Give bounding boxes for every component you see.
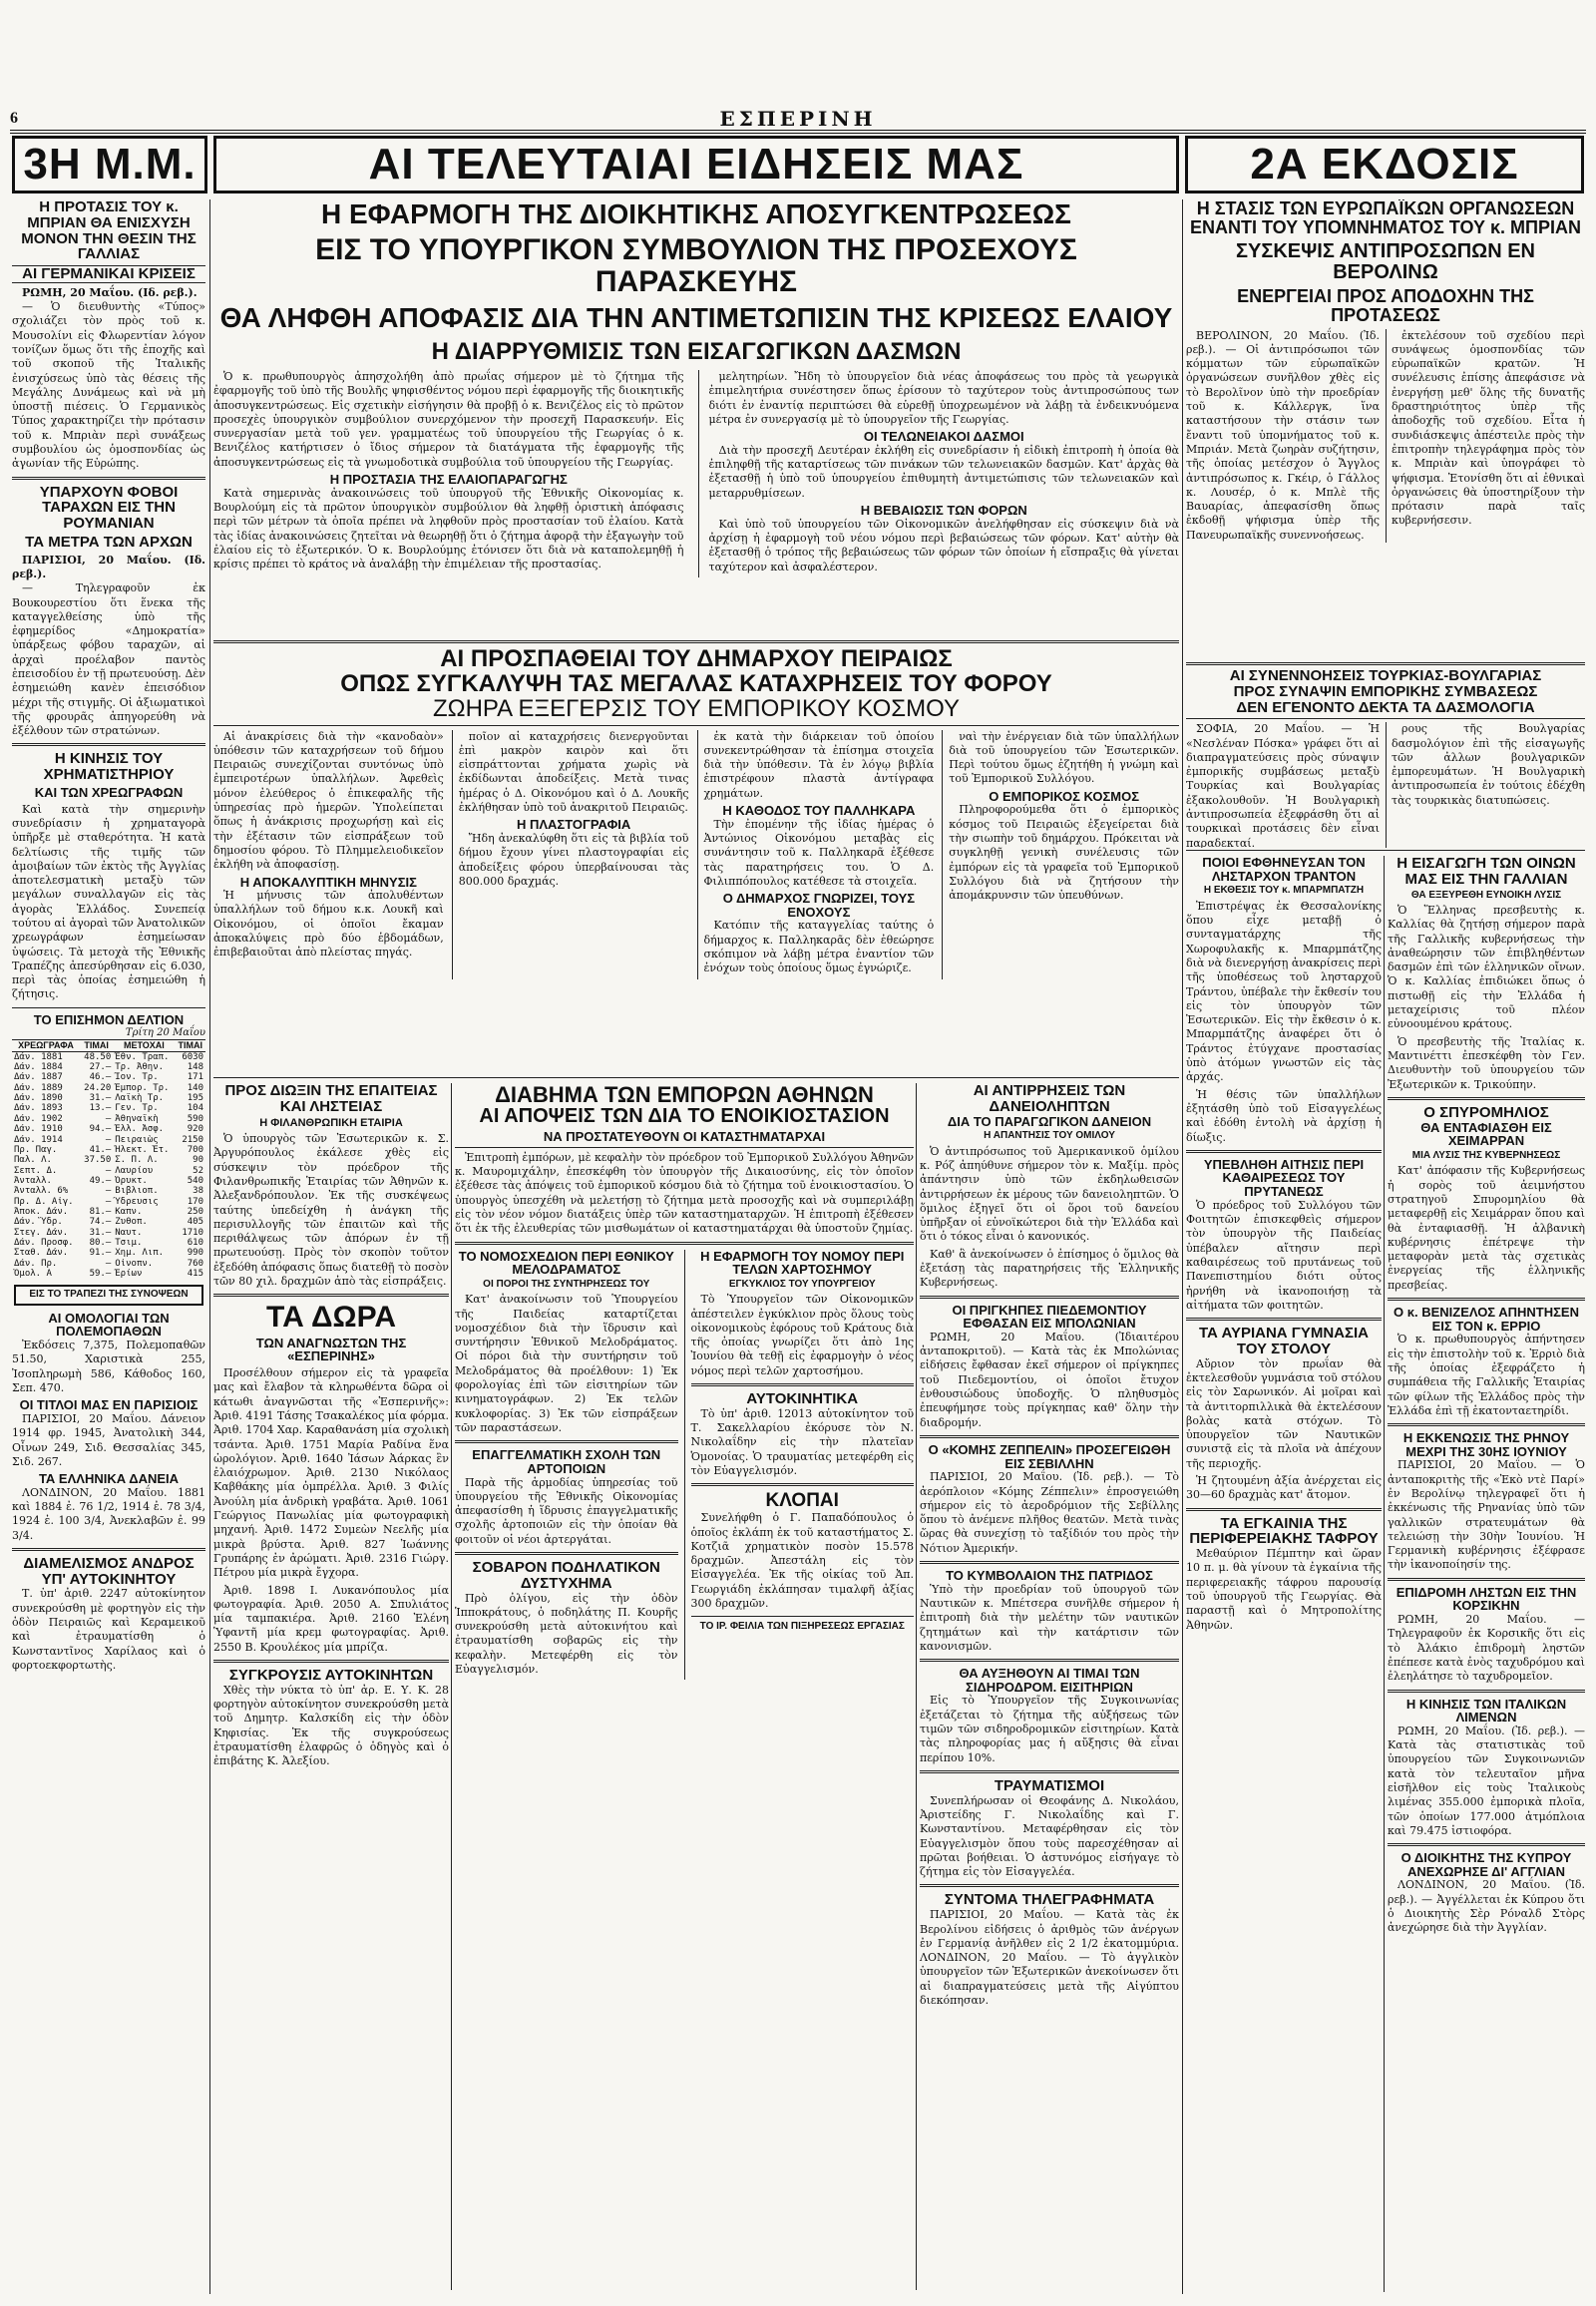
- article-body: Καθ' ἃ ἀνεκοίνωσεν ὁ ἐπίσημος ὁ ὅμιλος θὰ ἐξετάσῃ τὰς παρατηρήσεις τῆς Ἑλληνικῆς Κυβερνήσεως.: [920, 1247, 1179, 1290]
- headline-bakers-school: ΕΠΑΓΓΕΛΜΑΤΙΚΗ ΣΧΟΛΗ ΤΩΝ ΑΡΤΟΠΟΙΩΝ: [472, 1447, 661, 1476]
- table-cell: Ἀποκ. Δάν.: [14, 1206, 69, 1217]
- table-cell: Σεπτ. Δ.: [14, 1165, 58, 1176]
- table-cell: Δάν. 1890: [14, 1093, 63, 1104]
- table-cell: 52: [193, 1165, 203, 1176]
- article-body: Ἐπιτροπὴ ἐμπόρων, μὲ κεφαλὴν τὸν πρόεδρον τοῦ Ἐμπορικοῦ Συλλόγου Ἀθηνῶν κ. Μαυρομιχάλην, ἐπεσκέφθη τὸν ὑπουργὸν τῆς Δικαιοσύνης, εἰς τὸν ὁποῖον ἐξέθεσε τὰς ἀπόψεις τοῦ ἐμπορικοῦ κόσμου διὰ τὸ ζήτημα τοῦ ἐνοικιοστασίου. Ὁ ὑπουργὸς ὑπεσχέθη νὰ μελετήσῃ τὸ ζήτημα μετὰ προσοχῆς καὶ νὰ συμπεριλάβῃ εἰς τὸν νέον νόμον διατάξεις ὑπὲρ τῶν καταστηματαρχῶν. Ἡ ἐπιτροπὴ ἐξέθεσεν ὅτι ἐκ τῆς ἐλευθερίας τῶν μισθωμάτων οἱ καταστηματάρχαι θὰ ὑποστοῦν ζημίας.: [455, 1150, 914, 1236]
- table-row: [12, 1269, 205, 1279]
- table-cell: Σταθ. Δάν.: [14, 1248, 69, 1259]
- article-body: Καὶ ὑπὸ τοῦ ὑπουργείου τῶν Οἰκονομικῶν ἀνελήφθησαν εἰς σύσκεψιν διὰ νὰ ἀρχίσῃ ἡ ἐφαρμογὴ τοῦ νέου νόμου περὶ βεβαιώσεως τῶν φόρων. Κατ' αὐτὴν θὰ ἐξετασθῇ ὁ τρόπος τῆς βεβαιώσεως τῶν φόρων τῶν ὁποίων ἡ εἴσπραξις θὰ γίνεται ταχύτερον καὶ ἀσφαλέστερον.: [708, 517, 1179, 574]
- article-body: Προσέλθουν σήμερον εἰς τὰ γραφεῖα μας καὶ ἔλαβον τὰ κληρωθέντα δῶρα οἱ κάτωθι ἀναγνῶσται τῆς «Ἑσπερινῆς»: Ἀριθ. 4191 Τάσης Τσακαλέκος μία φόρμα. Ἀριθ. 1704 Χαρ. Καραθανάση μία σχολικὴ τσάντα. Ἀριθ. 1751 Μαρία Ραδίνα ἕνα ὡρολόγιον. Ἀριθ. 1640 Ἰάσων Ἀάρκας ἓν ἐλαιόχρωμον. Ἀριθ. 2130 Νικόλαος Καβθάκης μία ὀμπρέλλα. Ἀριθ. 3 Φιλίς Ἀνούλη μία ἀνδρικὴ γραβάτα. Ἀριθ. 1061 Γεώργιος Πανωλίας μία φωτογραφικὴ μηχανή. Ἀριθ. 1472 Συμεὼν Νεελῆς μία μικρὰ βρύστα. Ἀριθ. 827 Ἰωάννης Γρυπάρης ἐν ἀρώματι. Ἀριθ. 2316 Γιώργ. Πέτρου μία μικρὰ ἔγχορα.: [213, 1366, 449, 1580]
- piraeus-col-3: [697, 730, 935, 979]
- table-row: [12, 1259, 205, 1269]
- table-cell: Ἐμπορ. Τρ.: [115, 1082, 170, 1093]
- table-cell: 31.–: [89, 1227, 112, 1238]
- table-cell: Οἰνοπν.: [115, 1258, 154, 1269]
- article-body: ἐκτελέσουν τοῦ σχεδίου περὶ συνάψεως ὁμοσπονδίας τῶν εὐρωπαϊκῶν κρατῶν. Ἡ συνέλευσις ἐπίσης ἀπεφάσισε νὰ ἐνεργήσῃ μεθ' ὅλης τῆς δυνατῆς δραστηριότητος ὑπὲρ τῆς ἀποδοχῆς τοῦ σχεδίου. Εἶτα ἡ συνδιάσκεψις ἀπέστειλε πρὸς τὴν ἐπιτροπὴν τηλεγράφημα πρὸς τὸν κ. Μπριὰν καὶ ὑπογράφει τὸ ψήφισμα. Ἐτονίσθη ὅτι αἱ ἐθνικαὶ ὀργανώσεις θὰ ὑποστηρίξουν τὴν πρότασιν παρὰ ταῖς κυβερνήσεσιν.: [1386, 329, 1585, 543]
- subhead-german-crises: ΑΙ ΓΕΡΜΑΝΙΚΑΙ ΚΡΙΣΕΙΣ: [12, 265, 205, 283]
- article-body: Πρὸ ὀλίγου, εἰς τὴν ὁδὸν Ἱπποκράτους, ὁ ποδηλάτης Π. Κουρῆς συνεκρούσθη μετὰ αὐτοκινήτου καὶ ἐτραυματίσθη σοβαρῶς εἰς τὴν κεφαλὴν. Μετεφέρθη εἰς τὸν Εὐαγγελισμόν.: [455, 1591, 678, 1677]
- table-cell: —: [105, 1258, 112, 1269]
- article-body: — Ὁ διευθυντὴς «Τύπος» σχολιάζει τὸν πρὸς τοῦ κ. Μουσολίνι εἰς Φλωρεντίαν λόγον τονίζων ὅμως ὅτι τῆς ἐποχῆς καὶ τοῦ σκοποῦ τῆς Ἰταλικῆς ἐνισχύσεως ὑπὸ τὰς θέσεις τῆς Μεγάλης Δυνάμεως καὶ νὰ μὴ ὑποστῇ πιέσεις. Ὁ Γερμανικὸς Τύπος χαρακτηρίζει τὴν πρότασιν τοῦ κ. Μπριὰν περὶ συνάξεως συμβουλίου ὡς ὁμοσπονδίας ὡς ἀγωνίαν τῆς Εὐρώπης.: [12, 300, 205, 471]
- dateline: ΡΩΜΗ, 20 Μαΐου. (Ιδ. ρεβ.).: [22, 285, 198, 299]
- table-cell: Δάν. Πρ.: [14, 1258, 58, 1269]
- headline-gifts: ΤΑ ΔΩΡΑ: [265, 1301, 397, 1335]
- table-cell: 80.–: [89, 1237, 112, 1248]
- running-header: [10, 108, 1586, 134]
- table-cell: Ἀνταλλ.: [14, 1175, 52, 1186]
- headline-rhine: Η ΕΚΚΕΝΩΣΙΣ ΤΗΣ ΡΗΝΟΥ ΜΕΧΡΙ ΤΗΣ 30ΗΣ ΙΟΥΝΙΟΥ: [1402, 1430, 1570, 1459]
- headline-chimarra: ΘΑ ΕΝΤΑΦΙΑΣΘΗ ΕΙΣ ΧΕΙΜΑΡΡΑΝ: [1420, 1119, 1552, 1149]
- headline-rail-fares: ΘΑ ΑΥΞΗΘΟΥΝ ΑΙ ΤΙΜΑΙ ΤΩΝ ΣΙΔΗΡΟΔΡΟΜ. ΕΙΣΙΤΗΡΙΩΝ: [959, 1666, 1140, 1695]
- table-row: [12, 1114, 205, 1124]
- table-cell: Πειραιὼς: [115, 1134, 159, 1145]
- table-row: [12, 1248, 205, 1258]
- table-cell: 104: [187, 1103, 203, 1114]
- subhead: Ο ΕΜΠΟΡΙΚΟΣ ΚΟΣΜΟΣ: [989, 788, 1140, 804]
- headline-bicycle-accident: ΣΟΒΑΡΟΝ ΠΟΔΗΛΑΤΙΚΟΝ ΔΥΣΤΥΧΗΜΑ: [472, 1559, 660, 1592]
- article-body: ΣΟΦΙΑ, 20 Μαΐου. — Ἡ «Νεσλέναν Πόσκα» γράφει ὅτι αἱ διαπραγματεύσεις πρὸς σύναψιν ἐμπορικῆς συμβάσεως μεταξὺ Τουρκίας καὶ Βουλγαρίας ἐξακολουθοῦν. Ἡ Βουλγαρικὴ ἀντιπροσωπεία ἐξεφράσθη ὅτι αἱ τουρκικαὶ προτάσεις δὲν εἶναι παραδεκταί.: [1186, 722, 1380, 848]
- table-row: [12, 1093, 205, 1103]
- dateline: ΠΑΡΙΣΙΟΙ, 20 Μαΐου. (Ιδ. ρεβ.).: [12, 553, 205, 580]
- table-row: [12, 1238, 205, 1248]
- table-row: [12, 1083, 205, 1093]
- table-cell: Ὕδρευσις: [115, 1196, 159, 1207]
- piraeus-story: [213, 646, 1179, 1075]
- table-row: [12, 1197, 205, 1207]
- headline-zeppelin: Ο «ΚΟΜΗΣ ΖΕΠΠΕΛΙΝ» ΠΡΟΣΕΓΕΙΩΘΗ ΕΙΣ ΣΕΒΙΛΛΗΝ: [928, 1441, 1171, 1471]
- headline-merchants: ΔΙΑΒΗΜΑ ΤΩΝ ΕΜΠΟΡΩΝ ΑΘΗΝΩΝ: [495, 1083, 874, 1107]
- lead-headline-2: ΕΙΣ ΤΟ ΥΠΟΥΡΓΙΚΟΝ ΣΥΜΒΟΥΛΙΟΝ ΤΗΣ ΠΡΟΣΕΧΟΥΣ ΠΑΡΑΣΚΕΥΗΣ: [315, 233, 1077, 298]
- article-body: Μεθαύριον Πέμπτην καὶ ὥραν 10 π. μ. θὰ γίνουν τὰ ἐγκαίνια τῆς περιφερειακῆς τάφρου παρουσίᾳ τοῦ ὑπουργοῦ τῆς Γεωργίας. Θὰ παραστῇ καὶ ὁ Μητροπολίτης Ἀθηνῶν.: [1186, 1547, 1382, 1632]
- table-cell: Τρ. Ἀθην.: [115, 1062, 165, 1073]
- table-cell: 2150: [182, 1134, 203, 1145]
- table-cell: Ὀρυκτ.: [115, 1175, 148, 1186]
- article-body: Ἡ μήνυσις τῶν ἀπολυθέντων ὑπαλλήλων τοῦ δήμου κ.κ. Λουκῆ καὶ Οἰκονόμου, οἱ ὁποῖοι ἔκαμαν ἀποκαλύψεις πρὸ δύο ἑβδομάδων, ἐπιβεβαιοῦται ἀπὸ πλείστας πηγάς.: [213, 889, 444, 960]
- headline-car-accident: ΔΙΑΜΕΛΙΣΜΟΣ ΑΝΔΡΟΣ ΥΠ' ΑΥΤΟΚΙΝΗΤΟΥ: [23, 1554, 195, 1588]
- table-cell: Δάν. 1910: [14, 1124, 63, 1135]
- table-cell: 700: [187, 1144, 203, 1155]
- headline-telegrams: ΣΥΝΤΟΜΑ ΤΗΛΕΓΡΑΦΗΜΑΤΑ: [944, 1891, 1155, 1909]
- table-cell: 74.–: [89, 1217, 112, 1228]
- subhead-taxes: Η ΒΕΒΑΙΩΣΙΣ ΤΩΝ ΦΟΡΩΝ: [860, 502, 1027, 518]
- headline-venizelos: Ο κ. ΒΕΝΙΖΕΛΟΣ ΑΠΗΝΤΗΣΕΝ ΕΙΣ ΤΟΝ κ. ΕΡΡΙΟ: [1394, 1305, 1579, 1334]
- table-cell: 38: [193, 1186, 203, 1197]
- article-body: Ἀριθ. 1898 Ι. Λυκανόπουλος μία φωτογραφία. Ἀριθ. 2050 Α. Σπυλιάτος μία ταμπακιέρα. Ἀριθ. 2160 Ἐλένη Ὑφαντῆ μία κρεμ φωτογραφίας. Ἀριθ. 2550 Β. Κρουλέκος μία μπρίζα.: [213, 1583, 449, 1654]
- masthead-right: 2Α ΕΚΔΟΣΙΣ: [1185, 136, 1584, 193]
- table-cell: 990: [187, 1248, 203, 1259]
- article-body: Τὸ ὑπ' ἀριθ. 12013 αὐτοκίνητον τοῦ Τ. Σακελλαρίου ἐκόρυσε τὸν Ν. Νικολαΐδην εἰς τὴν πλατεῖαν Ὁμονοίας. Ὁ τραυματίας μετεφέρθη εἰς τὸν Εὐαγγελισμόν.: [690, 1406, 914, 1478]
- table-row: [12, 1207, 205, 1217]
- table-cell: Βιβλιοπ.: [115, 1186, 159, 1197]
- article-body: Ὁ κ. πρωθυπουργὸς ἀπήντησεν εἰς τὴν ἐπιστολὴν τοῦ κ. Ἐρριὸ διὰ τῆς ὁποίας ἐξεφράζετο ἡ συμπάθεια τῆς Γαλλικῆς Ἑταιρίας τῶν φίλων τῆς Ἑλλάδος πρὸς τὴν Ἑλλάδα ἐπὶ τῇ ἑκατονταετηρίδι.: [1388, 1333, 1585, 1417]
- headline-proposal: ΕΝΕΡΓΕΙΑΙ ΠΡΟΣ ΑΠΟΔΟΧΗΝ ΤΗΣ ΠΡΟΤΑΣΕΩΣ: [1237, 285, 1534, 325]
- table-cell: Παλ. Λ.: [14, 1155, 52, 1166]
- article-body: Συνεπλήρωσαν οἱ Θεοφάνης Δ. Νικολάου, Ἀριστείδης Γ. Νικολαΐδης καὶ Γ. Κωνσταντίνου. Μεταφέρθησαν εἰς τὸν Εὐαγγελισμὸν ὅπου τοὺς παρεσχέθησαν αἱ πρῶται βοήθειαι. Ὁ ἀστυνόμος εἰσήγαγε τὸ ζήτημα εἰς τὸν Εἰσαγγελέα.: [920, 1793, 1179, 1879]
- table-cell: Πρ. Δ. Αἰγ.: [14, 1196, 74, 1207]
- article-body: Εἰς τὸ Ὑπουργεῖον τῆς Συγκοινωνίας ἐξετάζεται τὸ ζήτημα τῆς αὐξήσεως τῶν τιμῶν τῶν σιδηροδρομικῶν εἰσιτηρίων. Κατὰ τὰς πληροφορίας μας ἡ αὔξησις θὰ εἶναι περίπου 10%.: [920, 1694, 1179, 1764]
- article-body: Αἱ ἀνακρίσεις διὰ τὴν «κανοδαὸν» ὑπόθεσιν τῶν καταχρήσεων τοῦ δήμου Πειραιῶς συνεχίζονται συντόνως ὑπὸ ἐμπειροτέρων ὑπαλλήλων. Ἀφεθεὶς μόνον ἐλεύθερος ὁ ἐπικεφαλῆς τῆς ὑπηρεσίας πρὸ ἡμερῶν. Ὑπολείπεται ὅπως ἡ ἀνάκρισις προχωρήσῃ καὶ εἰς τὴν ἐξέτασιν τῶν εἰσπράξεων τοῦ δημοσίου φόρου. Τὸ Πλημμελειοδικεῖον ἐκλήθη νὰ ἀποφασίσῃ.: [213, 729, 444, 872]
- turkey-story: [1186, 668, 1585, 848]
- article-body: Ὁ κ. πρωθυπουργὸς ἀπησχολήθη ἀπὸ πρωΐας σήμερον μὲ τὸ ζήτημα τῆς ἐφαρμογῆς τοῦ ὑπὸ τῆς Βουλῆς ψηφισθέντος νόμου περὶ ἐφαρμογῆς τῆς διοικητικῆς ἀποσυγκεντρώσεως. Εἰς σχετικὴν εἰσήγησιν θὰ προβῇ ὁ κ. Βενιζέλος εἰς τὸ πρῶτον προσεχὲς ὑπουργικὸν συμβούλιον συνερχόμενον τὴν προσεχῆ Παρασκευήν. Εἰς συνεργασίαν μετὰ τοῦ γεν. γραμματέως τοῦ ὑπουργείου τῆς Γεωργίας ὁ κ. Βενιζέλος κατήρτισεν ὁ ἴδιος σήμερον τὰ διατάγματα τῆς ἐφαρμογῆς τῆς ἀποσυγκεντρώσεως εἰς τὰ γνωμοδοτικὰ συμβούλια τοῦ ὑπουργείου τῆς Γεωργίας.: [213, 369, 684, 469]
- table-cell: Ἐρίων: [115, 1268, 143, 1279]
- table-row: [12, 1135, 205, 1145]
- article-body: Τ. ὑπ' ἀριθ. 2247 αὐτοκίνητον συνεκρούσθη μὲ φορτηγὸν εἰς τὴν ὁδὸν Πειραιῶς καὶ Κεραμεικοῦ καὶ ἐτραυματίσθη ὁ Κωνσταντῖνος Χαρίλαος καὶ ὁ φορτοεκφορτωτὴς.: [12, 1587, 205, 1672]
- table-cell: —: [105, 1113, 112, 1124]
- table-cell: 31.–: [89, 1093, 112, 1104]
- article-body: ΛΟΝΔΙΝΟΝ, 20 Μαΐου. 1881 καὶ 1884 ἐ. 76 1/2, 1914 ἐ. 78 3/4, 1924 ἐ. 100 3/4, Ἀνεκλαβῶν ἐ. 99 3/4.: [12, 1485, 205, 1542]
- article-body: Κατόπιν τῆς καταγγελίας ταύτης ὁ δήμαρχος κ. Παλληκαρᾶς δὲν ἐθεώρησε σκόπιμον νὰ λάβῃ μέτρα ἐναντίον τῶν ἐνόχων τοὺς ὁποίους ὅμως ἐγνώριζε.: [703, 919, 935, 975]
- table-cell: 250: [187, 1206, 203, 1217]
- subhead: Η ΠΛΑΣΤΟΓΡΑΦΙΑ: [516, 817, 631, 833]
- piraeus-headline: ΑΙ ΠΡΟΣΠΑΘΕΙΑΙ ΤΟΥ ΔΗΜΑΡΧΟΥ ΠΕΙΡΑΙΩΣ: [440, 646, 953, 672]
- table-row: [12, 1166, 205, 1176]
- headline-injuries: ΤΡΑΥΜΑΤΙΣΜΟΙ: [994, 1776, 1105, 1794]
- table-cell: —: [105, 1186, 112, 1197]
- article-body: Ὁ ὑπουργὸς τῶν Ἐσωτερικῶν κ. Σ. Ἀργυρόπουλος ἐκάλεσε χθὲς εἰς σύσκεψιν τὸν πρόεδρον τῆς Φιλανθρωπικῆς Ἑταιρίας τῶν Ἀθηνῶν κ. Ἀλεξανδρόπουλον. Ἐκ τῆς συσκέψεως ταύτης ὑπεδείχθη ἡ ἀνάγκη τῆς περισυλλογῆς τῶν ἐπαιτῶν καὶ τῆς περιθάλψεως τῶν ἀπόρων ἐν τῇ πρωτευούσῃ. Πρὸς τὸν σκοπὸν τοῦτον ἐξεδόθη ἀπόφασις ὅπως διατεθῇ τὸ ποσὸν τῶν 80 χιλ. δραχμῶν ἀπὸ τὰς εἰσπράξεις.: [213, 1132, 449, 1289]
- center-lead: [213, 199, 1179, 638]
- subhead: ΜΙΑ ΛΥΣΙΣ ΤΗΣ ΚΥΒΕΡΝΗΣΕΩΣ: [1411, 1149, 1561, 1161]
- headline-european-orgs: Η ΣΤΑΣΙΣ ΤΩΝ ΕΥΡΩΠΑΪΚΩΝ ΟΡΓΑΝΩΣΕΩΝ ΕΝΑΝΤΙ ΤΟΥ ΥΠΟΜΝΗΜΑΤΟΣ ΤΟΥ κ. ΜΠΡΙΑΝ: [1189, 199, 1582, 237]
- article-body: — Τηλεγραφοῦν ἐκ Βουκουρεστίου ὅτι ἕνεκα τῆς καταγγελθείσης ὑπὸ τῆς ἐφημερίδος «Δημοκρατία» ὑπάρξεως φόβου ταραχῶν, αἱ ἀρχαὶ προέλαβον παντὸς ἐπεισοδίου ἐν τῇ πρωτευούσῃ. Δὲν ἐσημειώθη κανὲν ἐπεισόδιον μέχρι τῆς στιγμῆς. Οἱ ἀξιωματικοὶ τῆς φρουρᾶς ἀπηγορεύθη νὰ ἐξέλθουν τῶν στρατώνων.: [12, 581, 205, 738]
- table-row: [12, 1155, 205, 1165]
- table-cell: 405: [187, 1217, 203, 1228]
- left-column: [12, 199, 205, 2294]
- headline-trantos: ΠΟΙΟΙ ΕΦΘΗΝΕΥΣΑΝ ΤΟΝ ΛΗΣΤΑΡΧΟΝ ΤΡΑΝΤΟΝ: [1202, 856, 1366, 884]
- headline-turkey-bulgaria: ΑΙ ΣΥΝΕΝΝΟΗΣΕΙΣ ΤΟΥΡΚΙΑΣ-ΒΟΥΛΓΑΡΙΑΣ: [1229, 668, 1542, 684]
- table-cell: 171: [187, 1072, 203, 1083]
- page-number: 6: [10, 110, 18, 127]
- article-body: Τὸ Ὑπουργεῖον τῶν Οἰκονομικῶν ἀπέστειλεν ἐγκύκλιον πρὸς ὅλους τοὺς οἰκονομικοὺς ἐφόρους τοῦ Κράτους διὰ τῆς ὁποίας γνωρίζει ὅτι ἀπὸ 1ης Ἰουνίου θὰ τεθῇ εἰς ἐφαρμογὴν ὁ νέος νόμος περὶ τελῶν χαρτοσήμου.: [690, 1293, 914, 1377]
- article-body: Ἐκδόσεις 7,375, Πολεμοπαθῶν 51.50, Χαριστικὰ 255, Ἰσοπληρωμὴ 586, Κάθοδος 160, Σεπ. 470.: [12, 1339, 205, 1394]
- lead-left-text: [213, 370, 684, 577]
- table-cell: 24.20: [84, 1082, 112, 1093]
- table-cell: Ἀνταλλ. 6%: [14, 1186, 69, 1197]
- article-body: ποῖον αἱ καταχρήσεις διενεργοῦνται ἐπὶ μακρὸν καιρὸν καὶ ὅτι εἰσπράττονται χρήματα χωρὶς νὰ ἐκδίδωνται ἀποδείξεις. Μετὰ τινας ἡμέρας ὁ Δ. Οἰκονόμου καὶ ὁ Δ. Λουκῆς ἐκλήθησαν ὑπὸ τοῦ ἀνακριτοῦ Πειραιῶς.: [458, 729, 689, 815]
- table-cell: Χημ. Λιπ.: [115, 1248, 165, 1259]
- headline-italian-ports: Η ΚΙΝΗΣΙΣ ΤΩΝ ΙΤΑΛΙΚΩΝ ΛΙΜΕΝΩΝ: [1405, 1696, 1567, 1726]
- table-cell: 41.–: [89, 1144, 112, 1155]
- article-body: Κατὰ σημερινὰς ἀνακοινώσεις τοῦ ὑπουργοῦ τῆς Ἐθνικῆς Οἰκονομίας κ. Βουρλούμη εἰς τὰ πρῶτον ὑπουργικὸν συμβούλιον θὰ ληφθῇ ὁριστικὴ ἀπόφασις περὶ τῶν μέτρων τὰ ὁποῖα πρέπει νὰ ληφθοῦν πρὸς προστασίαν τοῦ ἐλαίου. Κατὰ τὰς ἰδίας ἀνακοινώσεις ζητεῖται νὰ θεωρηθῇ ὅτι ὁ ζήτημα ἀφορᾷ τὴν ἐξαγωγὴν τοῦ ἐλαίου εἰς τὸ ἐξωτερικόν. Ὁ κ. Βουρλούμης ἐτόνισεν ὅτι διὰ νὰ καταπολεμηθῇ ἡ κρίσις πρέπει τὸ κράτος νὰ ἀναλάβῃ τὴν ἐπιμέλειαν τῆς προστασίας.: [213, 486, 684, 572]
- article-body: ναὶ τὴν ἐνέργειαν διὰ τῶν ὑπαλλήλων διὰ τοῦ ὑπουργείου τῶν Ἐσωτερικῶν. Περὶ τούτου ὅμως ἐζητήθη ἡ γνώμη καὶ τοῦ Ἐμπορικοῦ Συλλόγου.: [949, 729, 1179, 786]
- table-header-cell: ΤΙΜΑΙ: [84, 1040, 109, 1051]
- piraeus-col-1: [213, 730, 444, 979]
- subhead: ΝΑ ΠΡΟΣΤΑΤΕΥΘΟΥΝ ΟΙ ΚΑΤΑΣΤΗΜΑΤΑΡΧΑΙ: [455, 1130, 914, 1148]
- table-cell: 6030: [182, 1051, 203, 1062]
- headline-greek-loans: ΤΑ ΕΛΛΗΝΙΚΑ ΔΑΝΕΙΑ: [38, 1471, 180, 1487]
- article-body: ΠΑΡΙΣΙΟΙ, 20 Μαΐου. — Ὁ ἀνταποκριτὴς τῆς «Ἐκὸ ντὲ Παρί» ἐν Βερολίνῳ τηλεγραφεῖ ὅτι ἡ ἐκκένωσις τῆς Ρηνανίας ὑπὸ τῶν γαλλικῶν στρατευμάτων θὰ τελειώσῃ τὴν 30ὴν Ἰουνίου. Ἡ Γερμανικὴ κυβέρνησις ἐξέφρασε τὴν ἱκανοποίησίν της.: [1388, 1458, 1585, 1572]
- headline-borrowers: ΑΙ ΑΝΤΙΡΡΗΣΕΙΣ ΤΩΝ ΔΑΝΕΙΟΛΗΠΤΩΝ: [973, 1083, 1126, 1115]
- subhead-bonds: ΚΑΙ ΤΩΝ ΧΡΕΩΓΡΑΦΩΝ: [34, 784, 184, 800]
- table-date: Τρίτη 20 Μαΐου: [125, 1027, 205, 1039]
- headline-productive-loan: ΔΙΑ ΤΟ ΠΑΡΑΓΩΓΙΚΟΝ ΔΑΝΕΙΟΝ: [947, 1113, 1152, 1129]
- table-cell: 90: [193, 1155, 203, 1166]
- article-body: ΠΑΡΙΣΙΟΙ, 20 Μαΐου. Δάνειον 1914 φρ. 1945, Ἀνατολικὴ 344, Οἶνων 249, Σιδ. Θεσσαλίας 345, Σιδ. 267.: [12, 1411, 205, 1468]
- subhead: Η ΦΙΛΑΝΘΡΩΠΙΚΗ ΕΤΑΙΡΙΑ: [259, 1116, 403, 1129]
- masthead-center: ΑΙ ΤΕΛΕΥΤΑΙΑΙ ΕΙΔΗΣΕΙΣ ΜΑΣ: [213, 136, 1179, 193]
- article-body: Ἐπιστρέψας ἐκ Θεσσαλονίκης ὅπου εἶχε μεταβῇ ὁ συνταγματάρχης τῆς Χωροφυλακῆς κ. Μπαρμπάτζης διὰ νὰ διενεργήσῃ ἀνακρίσεις περὶ τῆς ὑποθέσεως τοῦ λησταρχοῦ Τράντου, ὑπέβαλε τὴν ἔκθεσίν του εἰς τὸν ὑπουργὸν τῶν Ἐσωτερικῶν. Εἰς τὴν ἔκθεσιν ὁ κ. Μπαρμπάτζης ἀναφέρει ὅτι ὁ Τράντος ἐτύγχανε προστασίας ὑπὸ ἀτόμων γνωστῶν εἰς τὰς ἀρχάς.: [1186, 899, 1382, 1084]
- table-row: [12, 1103, 205, 1113]
- table-header-cell: ΜΕΤΟΧΑΙ: [123, 1040, 165, 1051]
- stock-table: [12, 1039, 205, 1279]
- article-body: ΠΑΡΙΣΙΟΙ, 20 Μαΐου. — Κατὰ τὰς ἐκ Βερολίνου εἰδήσεις ὁ ἀριθμὸς τῶν ἀνέργων ἐν Γερμανίᾳ ἀνῆλθεν εἰς 2 1/2 ἑκατομμύρια. ΛΟΝΔΙΝΟΝ, 20 Μαΐου. — Τὸ ἀγγλικὸν ὑπουργεῖον τῶν Ἐξωτερικῶν ἀνεκοίνωσεν ὅτι αἱ διαπραγματεύσεις μετὰ τῆς Αἰγύπτου διεκόπησαν.: [920, 1908, 1179, 2007]
- table-title: ΤΟ ΕΠΙΣΗΜΟΝ ΔΕΛΤΙΟΝ: [33, 1011, 185, 1027]
- table-cell: Ὁμολ. Α: [14, 1268, 52, 1279]
- table-cell: 94.–: [89, 1124, 112, 1135]
- table-cell: Γεν. Τρ.: [115, 1103, 159, 1114]
- table-cell: 91.–: [89, 1248, 112, 1259]
- subhead-customs: ΟΙ ΤΕΛΩΝΕΙΑΚΟΙ ΔΑΣΜΟΙ: [863, 429, 1024, 445]
- article-body: Κατ' ἀπόφασιν τῆς Κυβερνήσεως ἡ σορὸς τοῦ ἀειμνήστου στρατηγοῦ Σπυρομηλίου θὰ μεταφερθῇ εἰς Χειμάρραν ὅπου καὶ θὰ ἐνταφιασθῇ. Ἡ ἀλβανικὴ κυβέρνησις ἐπέτρεψε τὴν μεταφορὰν μετὰ τὰς σχετικὰς ἐνεργείας τῆς ἑλληνικῆς πρεσβείας.: [1388, 1164, 1585, 1292]
- table-header-cell: ΧΡΕΩΓΡΑΦΑ: [18, 1040, 74, 1051]
- table-cell: 920: [187, 1124, 203, 1135]
- table-cell: Τσιμ.: [115, 1237, 143, 1248]
- article-body: Ὁ ἀντιπρόσωπος τοῦ Ἀμερικανικοῦ ὁμίλου κ. Ρόζ ἀπηύθυνε σήμερον τὸν κ. Μαξίμ. πρὸς ἀπάντησιν ὑπὸ τῶν ἐκδηλωθεισῶν ἀντιρρήσεων ἐκ μέρους τῶν δανειοληπτῶν. Ὁ ὅμιλος ἐξηγεῖ ὅτι οἱ ὅροι τοῦ δανείου ὑπῆρξαν οἱ εὐνοϊκώτεροι διὰ τὴν Ἑλλάδα καὶ ὅτι ὁ τόκος εἶναι ὁ κανονικός.: [920, 1144, 1179, 1244]
- article-body: Αὔριον τὸν πρωΐαν θὰ ἐκτελεσθοῦν γυμνάσια τοῦ στόλου εἰς τὸν Σαρωνικόν. Αἱ μοῖραι καὶ τὰ ἀντιτορπιλλικὰ θὰ ἐκτελέσουν βολὰς κατὰ στόχων. Τὸ ὑπουργεῖον τῶν Ναυτικῶν συνιστᾷ εἰς τὰ πλοῖα νὰ ἀπέχουν τῆς περιοχῆς.: [1186, 1356, 1382, 1470]
- subhead: Η ΑΠΑΝΤΗΣΙΣ ΤΟΥ ΟΜΙΛΟΥ: [984, 1130, 1115, 1142]
- table-header-row: [12, 1040, 205, 1051]
- subhead: Η ΑΠΟΚΑΛΥΠΤΙΚΗ ΜΗΝΥΣΙΣ: [239, 874, 417, 890]
- table-cell: 148: [187, 1062, 203, 1073]
- headline-stamp-duty: Η ΕΦΑΡΜΟΓΗ ΤΟΥ ΝΟΜΟΥ ΠΕΡΙ ΤΕΛΩΝ ΧΑΡΤΟΣΗΜΟΥ: [700, 1248, 905, 1278]
- article-body: Ἡ ζητουμένη ἀξία ἀνέρχεται εἰς 30—60 δραχμὰς κατ' ἄτομον.: [1186, 1474, 1382, 1502]
- table-cell: 170: [187, 1196, 203, 1207]
- table-cell: 140: [187, 1082, 203, 1093]
- headline-beggars: ΠΡΟΣ ΔΙΩΞΙΝ ΤΗΣ ΕΠΑΙΤΕΙΑΣ ΚΑΙ ΛΗΣΤΕΙΑΣ: [224, 1083, 438, 1115]
- table-cell: Ναυτ.: [115, 1227, 143, 1238]
- lead-subhead: Η ΔΙΑΡΡΥΘΜΙΣΙΣ ΤΩΝ ΕΙΣΑΓΩΓΙΚΩΝ ΔΑΣΜΩΝ: [431, 337, 962, 365]
- table-cell: 610: [187, 1237, 203, 1248]
- table-cell: Δάν. 1893: [14, 1103, 63, 1114]
- table-cell: Σ. Π. Λ.: [115, 1155, 159, 1166]
- subhead: Η ΚΑΘΟΔΟΣ ΤΟΥ ΠΑΛΛΗΚΑΡΑ: [722, 803, 916, 819]
- table-row: [12, 1072, 205, 1082]
- table-cell: Δάν. 1887: [14, 1072, 63, 1083]
- table-cell: —: [105, 1196, 112, 1207]
- article-body: Συνελήφθη ὁ Γ. Παπαδόπουλος ὁ ὁποῖος ἐκλάπη ἐκ τοῦ καταστήματος Σ. Κοτζιᾶ χρηματικὸν ποσὸν 15.578 δραχμῶν. Ἀπεστάλη εἰς τὸν Εἰσαγγελέα. Ἐκ τῆς οἰκίας τοῦ Ἀπ. Γεωργιάδη ἐκλάπησαν τιμαλφῆ ἀξίας 300 δραχμῶν.: [690, 1511, 914, 1611]
- headline-tariffs: ΔΕΝ ΕΓΕΝΟΝΤΟ ΔΕΚΤΑ ΤΑ ΔΑΣΜΟΛΟΓΙΑ: [1186, 700, 1585, 720]
- table-cell: 540: [187, 1175, 203, 1186]
- headline-ditch: ΤΑ ΕΓΚΑΙΝΙΑ ΤΗΣ ΠΕΡΙΦΕΡΕΙΑΚΗΣ ΤΑΦΡΟΥ: [1189, 1514, 1379, 1548]
- headline-spyromilios: Ο ΣΠΥΡΟΜΗΛΙΟΣ: [1423, 1103, 1549, 1121]
- table-cell: Δάν. Προσφ.: [14, 1237, 74, 1248]
- article-body: ΛΟΝΔΙΝΟΝ, 20 Μαΐου. (Ἰδ. ρεβ.). — Ἀγγέλλεται ἐκ Κύπρου ὅτι ὁ Διοικητὴς Σὲρ Ρόναλδ Στὸρς ἀνεχώρησε διὰ τὴν Ἀγγλίαν.: [1388, 1878, 1585, 1935]
- subhead: Ο ΔΗΜΑΡΧΟΣ ΓΝΩΡΙΖΕΙ, ΤΟΥΣ ΕΝΟΧΟΥΣ: [722, 891, 916, 920]
- article-body: Διὰ τὴν προσεχῆ Δευτέραν ἐκλήθη εἰς συνεδρίασιν ἡ εἰδικὴ ἐπιτροπὴ ἡ ὁποία θὰ ἐπιληφθῇ τῆς καταρτίσεως τῶν πινάκων τῶν τελωνειακῶν δασμῶν. Κατ' ἀρχὰς θὰ ἐξετασθῇ ἡ ὑπὸ τοῦ ὑπουργείου ἐπιθυμητὴ ἀντιμετώπισις τῶν τελωνειακῶν καὶ μεταρρυθμίσεων.: [708, 443, 1179, 500]
- subhead-olive: Η ΠΡΟΣΤΑΣΙΑ ΤΗΣ ΕΛΑΙΟΠΑΡΑΓΩΓΗΣ: [329, 472, 568, 488]
- table-cell: Ἀθηναϊκὴ: [115, 1113, 159, 1124]
- article-body: μελητηρίων. Ἤδη τὸ ὑπουργεῖον διὰ νέας ἀποφάσεως του πρὸς τὰ γεωργικὰ ἐπιμελητήρια συνέστησεν ὅπως ἐρίσουν τὸ ταχύτερον τοὺς ἀντιπροσώπους των διότι ἐν ἐναντίᾳ περιπτώσει θὰ εὑρεθῇ ὑποχρεωμένον νὰ λάβῃ τὰ ἐνδεικνυόμενα μέτρα ἐν συνεργασίᾳ μὲ τὸ ὑπουργεῖον τῆς Γεωργίας.: [708, 369, 1179, 426]
- table-cell: Λαυρίου: [115, 1165, 154, 1176]
- piraeus-headline-2: ΟΠΩΣ ΣΥΓΚΑΛΥΨΗ ΤΑΣ ΜΕΓΑΛΑΣ ΚΑΤΑΧΡΗΣΕΙΣ ΤΟΥ ΦΟΡΟΥ: [340, 670, 1052, 698]
- subhead: ΤΩΝ ΑΝΑΓΝΩΣΤΩΝ ΤΗΣ «ΕΣΠΕΡΙΝΗΣ»: [255, 1335, 407, 1364]
- article-body: Καὶ κατὰ τὴν σημερινὴν συνεδρίασιν ἡ χρηματαγορὰ ὑπῆρξε μὲ σταθερότητα. Ἡ κατὰ δελτίωσις τῆς τιμῆς τῶν ἀμοιβαίων τῶν ἐκτὸς τῆς Ἀγγλίας ἀποτελεσματικὴ μεταξὺ τῶν μεγάλων συναλλαγῶν εἰς τὰς ἀγορὰς Ἐλλάδος. Συνεπείᾳ τούτου αἱ ἀγοραὶ τῶν Ἀνατολικῶν χρεωγράφων ἐσημείωσαν ὑψώσεις. Τὰ μετοχὰ τῆς Ἐθνικῆς Τραπέζης ἀπεσύρθησαν εἰς 6.030, περὶ τὰς ὁποίας ἐσημειώθη ἡ ζήτησις.: [12, 802, 205, 1001]
- headline-princes: ΟΙ ΠΡΙΓΚΗΠΕΣ ΠΙΕΔΕΜΟΝΤΙΟΥ ΕΦΘΑΣΑΝ ΕΙΣ ΜΠΟΛΩΝΙΑΝ: [952, 1302, 1147, 1332]
- table-cell: 13.–: [89, 1103, 112, 1114]
- piraeus-col-4: [942, 730, 1179, 979]
- table-row: [12, 1186, 205, 1196]
- table-box-caption: ΕΙΣ ΤΟ ΤΡΑΠΕΖΙ ΤΗΣ ΣΥΝΟΨΕΩΝ: [14, 1285, 203, 1306]
- table-cell: 59.–: [89, 1268, 112, 1279]
- right-col-b: [1388, 856, 1585, 2292]
- right-col-a: [1186, 856, 1382, 2292]
- article-body: Πληροφορούμεθα ὅτι ὁ ἐμπορικὸς κόσμος τοῦ Πειραιῶς ἐξεγείρεται διὰ τὴν σιωπὴν τοῦ δημάρχου. Πρόκειται νὰ συγκληθῇ γενικὴ συνέλευσις τῶν ἐμπόρων εἰς τὰ γραφεῖα τοῦ Ἐμπορικοῦ Συλλόγου διὰ νὰ ζητήσουν τὴν ἀπομάκρυνσιν τῶν ὑπευθύνων.: [949, 803, 1179, 903]
- table-cell: 49.–: [89, 1175, 112, 1186]
- article-body: Τὴν ἐπομένην τῆς ἰδίας ἡμέρας ὁ Ἀντώνιος Οἰκονόμου μεταβὰς εἰς συνάντησιν τοῦ κ. Παλληκαρᾶ ἐξέθεσε τὰς παρατηρήσεις του. Ὁ Δ. Φιλιππόπουλος κατέθεσε τὰ στοιχεῖα.: [703, 817, 935, 888]
- masthead-left: 3Η Μ.Μ.: [12, 136, 207, 193]
- subhead: ΕΓΚΥΚΛΙΟΣ ΤΟΥ ΥΠΟΥΡΓΕΙΟΥ: [728, 1278, 876, 1290]
- headline-merchants-2: ΑΙ ΑΠΟΨΕΙΣ ΤΩΝ ΔΙΑ ΤΟ ΕΝΟΙΚΙΟΣΤΑΣΙΟΝ: [479, 1105, 890, 1128]
- article-body: ΡΩΜΗ, 20 Μαΐου. — Τηλεγραφοῦν ἐκ Κορσικῆς ὅτι εἰς τὸ Ἀλάκιο ἐπιδρομὴ ληστῶν ἐπέπεσε κατὰ ἐνὸς ταχυδρόμου καὶ ἐλεηλάτησε τὸ ταχυδρομεῖον.: [1388, 1613, 1585, 1684]
- paper-name: ΕΣΠΕΡΙΝΗ: [719, 107, 877, 131]
- right-top-story: [1186, 199, 1585, 658]
- table-cell: Ζυθοπ.: [115, 1217, 148, 1228]
- headline-rector: ΥΠΕΒΛΗΘΗ ΑΙΤΗΣΙΣ ΠΕΡΙ ΚΑΘΑΙΡΕΣΕΩΣ ΤΟΥ ΠΡΥΤΑΝΕΩΣ: [1203, 1156, 1365, 1200]
- center-col-b: [455, 1083, 914, 2290]
- headline-fleet-drills: ΤΑ ΑΥΡΙΑΝΑ ΓΥΜΝΑΣΙΑ ΤΟΥ ΣΤΟΛΟΥ: [1199, 1325, 1369, 1357]
- headline-berlin: ΣΥΣΚΕΨΙΣ ΑΝΤΙΠΡΟΣΩΠΩΝ ΕΝ ΒΕΡΟΛΙΝΩ: [1236, 239, 1535, 283]
- article-body: Χθὲς τὴν νύκτα τὸ ὑπ' ἀρ. Ε. Υ. Κ. 28 φορτηγὸν αὐτοκίνητον συνεκρούσθη μετὰ τοῦ Δημητρ. Καλσκίδη εἰς τὴν ὁδὸν Κηφισίας. Ἐκ τῆς συγκρούσεως ἐτραυματίσθη ἐλαφρῶς ὁ ὁδηγὸς καὶ ὁ ἐπιβάτης Κ. Ἀλεξίου.: [213, 1683, 449, 1768]
- headline-navy-committee: ΤΟ ΚΥΜΒΟΛΑΙΟΝ ΤΗΣ ΠΑΤΡΙΔΟΣ: [946, 1568, 1153, 1584]
- table-row: [12, 1176, 205, 1186]
- table-cell: 48.50: [84, 1051, 112, 1062]
- article-body: Ἤδη ἀνεκαλύφθη ὅτι εἰς τὰ βιβλία τοῦ δήμου ἔχουν γίνει πλαστογραφίαι εἰς ἀποδείξεις φόρου ὑπερβαίνουσαι τὰς 800.000 δραχμάς.: [458, 831, 689, 888]
- table-cell: 46.–: [89, 1072, 112, 1083]
- headline-wine-import: Η ΕΙΣΑΓΩΓΗ ΤΩΝ ΟΙΝΩΝ ΜΑΣ ΕΙΣ ΤΗΝ ΓΑΛΛΙΑΝ: [1396, 856, 1576, 888]
- table-cell: 27.–: [89, 1062, 112, 1073]
- article-body: ΡΩΜΗ, 20 Μαΐου. (Ἰδιαιτέρου ἀνταποκριτοῦ). — Κατὰ τὰς ἐκ Μπολώνιας εἰδήσεις ἔφθασαν ἐκεῖ σήμερον οἱ πρίγκηπες τοῦ Πιεδεμοντίου, οἱ ὁποῖοι ἔτυχον ἐνθουσιώδους ὑποδοχῆς. Ὁ πληθυσμὸς ἐπευφήμησε τοὺς πρίγκηπας καθ' ὅλην τὴν διαδρομήν.: [920, 1330, 1179, 1429]
- table-cell: 81.–: [89, 1206, 112, 1217]
- headline-automobiles: ΑΥΤΟΚΙΝΗΤΙΚΑ: [746, 1390, 859, 1408]
- table-cell: —: [105, 1134, 112, 1145]
- headline-cyprus: Ο ΔΙΟΙΚΗΤΗΣ ΤΗΣ ΚΥΠΡΟΥ ΑΝΕΧΩΡΗΣΕ ΔΙ' ΑΓΓΛΙΑΝ: [1400, 1850, 1572, 1879]
- subhead: Η ΕΚΘΕΣΙΣ ΤΟΥ κ. ΜΠΑΡΜΠΑΤΖΗ: [1203, 885, 1365, 897]
- table-cell: Ἠλεκτ. Ἑτ.: [115, 1144, 170, 1155]
- headline-trade-treaty: ΠΡΟΣ ΣΥΝΑΨΙΝ ΕΜΠΟΡΙΚΗΣ ΣΥΜΒΑΣΕΩΣ: [1233, 682, 1538, 700]
- piraeus-headline-3: ΖΩΗΡΑ ΕΞΕΓΕΡΣΙΣ ΤΟΥ ΕΜΠΟΡΙΚΟΥ ΚΟΣΜΟΥ: [213, 696, 1179, 725]
- headline-romania: ΥΠΑΡΧΟΥΝ ΦΟΒΟΙ ΤΑΡΑΧΩΝ ΕΙΣ ΤΗΝ ΡΟΥΜΑΝΙΑΝ: [39, 483, 179, 533]
- center-col-a: [213, 1083, 449, 2290]
- table-cell: Πρ. Παγ.: [14, 1144, 58, 1155]
- article-body: ἐκ κατὰ τὴν διάρκειαν τοῦ ὁποίου συνεκεντρώθησαν τὰ ἐπίσημα στοιχεῖα διὰ τὴν ὑπόθεσιν. Τὰ ἐν λόγῳ βιβλία ἐπιστρέφουν πλαστὰ ἀντίγραφα χρημάτων.: [703, 729, 935, 800]
- piraeus-col-2: [452, 730, 689, 979]
- table-cell: Δάν. 1889: [14, 1082, 63, 1093]
- lead-headline-3: ΘΑ ΛΗΦΘΗ ΑΠΟΦΑΣΙΣ ΔΙΑ ΤΗΝ ΑΝΤΙΜΕΤΩΠΙΣΙΝ ΤΗΣ ΚΡΙΣΕΩΣ ΕΛΑΙΟΥ: [219, 302, 1173, 334]
- article-body: ρους τῆς Βουλγαρίας δασμολόγιον ἐπὶ τῆς εἰσαγωγῆς τῶν ἀλλων βουλγαρικῶν ἐμπορευμάτων. Ἡ Βουλγαρικὴ ἀντιπροσωπεία ἐν τούτοις ἐδέχθη τὰς τουρκικὰς διατυπώσεις.: [1386, 722, 1585, 848]
- lead-right-text: [698, 370, 1180, 577]
- article-body: Ἡ θέσις τῶν ὑπαλλήλων ἐξητάσθη ὑπὸ τοῦ Εἰσαγγελέως καὶ ἐδόθη ἐντολὴ νὰ ἀρχίσῃ ἡ δίωξις.: [1186, 1087, 1382, 1144]
- table-cell: Λαϊκὴ Τρ.: [115, 1093, 165, 1104]
- table-row: [12, 1217, 205, 1227]
- headline-small: ΤΟ ΙΡ. ΦΕΙΛΙΑ ΤΩΝ ΠΙΞΗΡΕΣΕΩΣ ΕΡΓΑΣΙΑΣ: [699, 1621, 905, 1633]
- table-row: [12, 1062, 205, 1072]
- table-cell: 415: [187, 1268, 203, 1279]
- table-cell: 195: [187, 1093, 203, 1104]
- subhead-measures: ΤΑ ΜΕΤΡΑ ΤΩΝ ΑΡΧΩΝ: [25, 533, 193, 551]
- subhead: ΘΑ ΕΞΕΥΡΕΘΗ ΕΥΝΟΙΚΗ ΛΥΣΙΣ: [1410, 889, 1562, 901]
- headline-collisions: ΣΥΓΚΡΟΥΣΙΣ ΑΥΤΟΚΙΝΗΤΩΝ: [228, 1667, 434, 1685]
- table-cell: Ἰον. Τρ.: [115, 1072, 159, 1083]
- table-cell: Δάν. Ὕδρ.: [14, 1217, 63, 1228]
- article-body: ΡΩΜΗ, 20 Μαΐου. (Ἰδ. ρεβ.). — Κατὰ τὰς στατιστικὰς τοῦ ὑπουργείου τῶν Συγκοινωνιῶν κατὰ τὸν τελευταῖον μῆνα εἰσῆλθον εἰς τοὺς Ἰταλικοὺς λιμένας 355.000 ἐμπορικὰ πλοῖα, τῶν ὁποίων 177.000 ἀτμόπλοια καὶ 79.475 ἱστιοφόρα.: [1388, 1724, 1585, 1837]
- table-row: [12, 1124, 205, 1134]
- table-cell: 590: [187, 1113, 203, 1124]
- table-cell: Καπν.: [115, 1206, 143, 1217]
- headline-stock-exchange: Η ΚΙΝΗΣΙΣ ΤΟΥ ΧΡΗΜΑΤΙΣΤΗΡΙΟΥ: [43, 750, 175, 784]
- table-row: [12, 1145, 205, 1155]
- subhead: ΟΙ ΠΟΡΟΙ ΤΗΣ ΣΥΝΤΗΡΗΣΕΩΣ ΤΟΥ: [483, 1278, 650, 1290]
- headline-war-bonds: ΑΙ ΟΜΟΛΟΓΙΑΙ ΤΩΝ ΠΟΛΕΜΟΠΑΘΩΝ: [48, 1310, 170, 1340]
- table-cell: 37.50: [84, 1155, 112, 1166]
- table-cell: Δάν. 1881: [14, 1051, 63, 1062]
- article-body: ΒΕΡΟΛΙΝΟΝ, 20 Μαΐου. (Ἰδ. ρεβ.). — Οἱ ἀντιπρόσωποι τῶν κόμματων τῶν εὐρωπαϊκῶν ὀργανώσεων συνῆλθον χθὲς εἰς τὸ Βερολῖνον ὑπὸ τὴν προεδρίαν τοῦ κ. Κάλλεργκ, ἵνα καταστήσουν τὴν στάσιν των ἔναντι τοῦ ὑπομνήματος τοῦ κ. Μπριάν. Μετὰ ζωηρὰν συζήτησιν, τῆς ὁποίας μετέσχον ὁ Ἄγγλος ἀντιπρόσωπος κ. Γκέιρ, ὁ Γάλλος κ. Λουσέρ, ὁ κ. Μπλὲ τῆς Βαυαρίας, ἀπεφασίσθη ὅπως ἐκδοθῇ ψήφισμα ὑπὲρ τῆς Πανευρωπαϊκῆς συνεννοήσεως.: [1186, 328, 1380, 542]
- table-cell: Δάν. 1902: [14, 1113, 63, 1124]
- table-cell: Δάν. 1914: [14, 1134, 63, 1145]
- table-cell: Δάν. 1884: [14, 1062, 63, 1073]
- article-body: Ὁ Ἕλληνας πρεσβευτὴς κ. Καλλίας θὰ ζητήσῃ σήμερον παρὰ τῆς Γαλλικῆς κυβερνήσεως τὴν ἀναθεώρησιν τῶν ἐπιβληθέντων δασμῶν ἐπὶ τῶν ἑλληνικῶν οἴνων. Ὁ κ. Καλλίας ἐπιδιώκει ὅπως ὁ πιστωθῇ εἰς τὴν Ἑλλάδα ἡ μεταχείρισις τοῦ πλέον εὐνοουμένου κράτους.: [1388, 904, 1585, 1031]
- article-body: Ὁ πρόεδρος τοῦ Συλλόγου τῶν Φοιτητῶν ἐπισκεφθεὶς σήμερον τὸν ὑπουργὸν τῆς Παιδείας ὑπέβαλεν αἴτησιν περὶ καθαιρέσεως τοῦ πρυτάνεως τοῦ Πανεπιστημίου διότι οὗτος ἠρνήθη νὰ ἱκανοποιήσῃ τὰ αἰτήματα τῶν φοιτητῶν.: [1186, 1198, 1382, 1312]
- headline-thefts: ΚΛΟΠΑΙ: [765, 1490, 839, 1512]
- article-body: Κατ' ἀνακοίνωσιν τοῦ Ὑπουργείου τῆς Παιδείας καταρτίζεται νομοσχέδιον διὰ τὴν ἵδρυσιν καὶ συντήρησιν Ἐθνικοῦ Μελοδράματος. Οἱ πόροι διὰ τὴν συντήρησιν τοῦ Μελοδράματος θὰ προέλθουν: 1) Ἐκ φορολογίας ἐπὶ τῶν εἰσιτηρίων τῶν κινηματογράφων. 2) Ἐκ τελῶν κυκλοφορίας. 3) Ἐκ τῶν εἰσπράξεων τῶν παραστάσεων.: [455, 1293, 678, 1434]
- table-cell: 1710: [182, 1227, 203, 1238]
- headline-corsica: ΕΠΙΔΡΟΜΗ ΛΗΣΤΩΝ ΕΙΣ ΤΗΝ ΚΟΡΣΙΚΗΝ: [1396, 1584, 1577, 1614]
- headline-briand: Η ΠΡΟΤΑΣΙΣ ΤΟΥ κ. ΜΠΡΙΑΝ ΘΑ ΕΝΙΣΧΥΣΗ ΜΟΝΟΝ ΤΗΝ ΘΕΣΙΝ ΤΗΣ ΓΑΛΛΙΑΣ: [21, 199, 197, 263]
- table-cell: 760: [187, 1258, 203, 1269]
- table-row: [12, 1228, 205, 1238]
- headline-paris-titles: ΟΙ ΤΙΤΛΟΙ ΜΑΣ ΕΝ ΠΑΡΙΣΙΟΙΣ: [19, 1397, 199, 1413]
- article-body: Ὁ πρεσβευτὴς τῆς Ἰταλίας κ. Μαντινέττι ἐπεσκέφθη τὸν Γεν. Διευθυντὴν τοῦ ὑπουργείου τῶν Ἐξωτερικῶν κ. Τρικούπην.: [1388, 1034, 1585, 1091]
- table-cell: Ἐλλ. Ἀσφ.: [115, 1124, 165, 1135]
- article-body: Ὑπὸ τὴν προεδρίαν τοῦ ὑπουργοῦ τῶν Ναυτικῶν κ. Μπέτσερα συνῆλθε σήμερον ἡ ἐπιτροπὴ διὰ τὴν μελέτην τῶν ναυτικῶν ζητημάτων καὶ τὴν κατάρτισιν τῶν κανονισμῶν.: [920, 1582, 1179, 1653]
- article-body: Παρὰ τῆς ἁρμοδίας ὑπηρεσίας τοῦ ὑπουργείου τῆς Ἐθνικῆς Οἰκονομίας ἀπεφασίσθη ἡ ἵδρυσις ἐπαγγελματικῆς σχολῆς ἀρτοποιῶν εἰς τὴν ὁποίαν θὰ φοιτοῦν οἱ νέοι ἀρτεργάται.: [455, 1475, 678, 1546]
- center-col-c: [920, 1083, 1179, 2290]
- article-body: ΠΑΡΙΣΙΟΙ, 20 Μαΐου. (Ἰδ. ρεβ.). — Τὸ ἀερόπλοιον «Κόμης Ζέππελιν» ἐπροσγειώθη σήμερον εἰς τὸ ἀεροδρόμιον τῆς Σεβίλλης ὅπου τὸ ἀνέμενε πλῆθος θεατῶν. Μετὰ τινὰς ὥρας θὰ συνεχίσῃ τὸ ταξίδιόν του πρὸς τὴν Νότιον Ἀμερικήν.: [920, 1470, 1179, 1555]
- paper-story: [684, 1250, 915, 1681]
- table-cell: Ἐθν. Τραπ.: [115, 1051, 170, 1062]
- lead-headline: Η ΕΦΑΡΜΟΓΗ ΤΗΣ ΔΙΟΙΚΗΤΙΚΗΣ ΑΠΟΣΥΓΚΕΝΤΡΩΣΕΩΣ: [321, 199, 1071, 229]
- table-header-cell: ΤΙΜΑΙ: [178, 1040, 202, 1051]
- headline-national-opera: ΤΟ ΝΟΜΟΣΧΕΔΙΟΝ ΠΕΡΙ ΕΘΝΙΚΟΥ ΜΕΛΟΔΡΑΜΑΤΟΣ: [458, 1248, 674, 1278]
- table-cell: Στεγ. Δάν.: [14, 1227, 69, 1238]
- table-row: [12, 1051, 205, 1062]
- national-story: [455, 1250, 678, 1681]
- table-cell: —: [105, 1165, 112, 1176]
